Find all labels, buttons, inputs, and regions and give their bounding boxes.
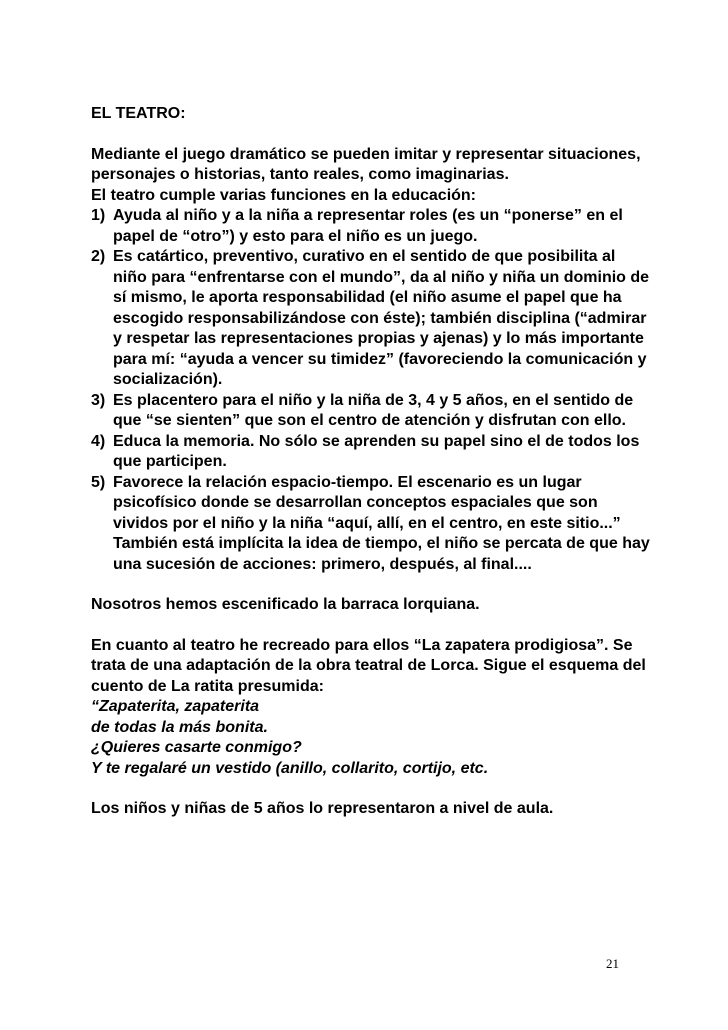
page-content xyxy=(91,104,651,820)
list-item xyxy=(91,206,651,247)
list-item-number: 5) xyxy=(91,473,106,491)
list-item-text: Favorece la relación espacio-tiempo. El escenario es un lugar psicofísico donde se desarrollan conceptos espaciales que son vividos por el niño y la niña “aquí, allí, en el centro, en este sitio...” También está implícita la idea de tiempo, el niño se percata de que hay una sucesión de acciones: primero, después, al final.... xyxy=(113,473,650,573)
poem-line: ¿Quieres casarte conmigo? xyxy=(91,739,302,756)
poem-line: Y te regalaré un vestido (anillo, collarito, cortijo, etc. xyxy=(91,759,489,777)
list-item-text: Ayuda al niño y a la niña a representar roles (es un “ponerse” en el papel de “otro”) y esto para el niño es un juego. xyxy=(113,207,623,245)
poem-block xyxy=(91,697,651,779)
functions-intro: El teatro cumple varias funciones en la educación: xyxy=(91,186,477,204)
list-item xyxy=(91,432,651,473)
page-number: 21 xyxy=(606,956,619,971)
list-item xyxy=(91,391,651,432)
poem-line: “Zapaterita, zapaterita xyxy=(91,698,260,715)
spacer xyxy=(91,779,651,799)
list-item-text: Es placentero para el niño y la niña de 3, 4 y 5 años, en el sentido de que “se sienten” que son el centro de atención y disfrutan con ello. xyxy=(113,391,634,429)
barraca-paragraph: Nosotros hemos escenificado la barraca lorquiana. xyxy=(91,596,480,613)
list-item-number: 1) xyxy=(91,207,106,224)
list-item xyxy=(91,473,651,576)
zapatera-paragraph: En cuanto al teatro he recreado para ellos “La zapatera prodigiosa”. Se trata de una adaptación de la obra teatral de Lorca. Sigue el esquema del cuento de La ratita presumida: xyxy=(91,636,646,695)
list-item-number: 4) xyxy=(91,432,106,450)
section-title: EL TEATRO: xyxy=(91,105,186,122)
spacer xyxy=(91,616,651,636)
functions-list xyxy=(91,206,651,575)
list-item-number: 3) xyxy=(91,391,106,409)
list-item-number: 2) xyxy=(91,248,106,265)
list-item-text: Es catártico, preventivo, curativo en el sentido de que posibilita al niño para “enfrentarse con el mundo”, da al niño y niña un dominio de sí mismo, le aporta responsabilidad (el niño asume el papel que ha escogido responsabilizándose con éste); también disciplina (“admirar y respetar las representaciones propias y ajenas) y lo más importante para mí: “ayuda a vencer su timidez” (favoreciendo la comunicación y socialización). xyxy=(113,248,650,388)
poem-line: de todas la más bonita. xyxy=(91,718,268,736)
closing-paragraph: Los niños y niñas de 5 años lo representaron a nivel de aula. xyxy=(91,800,554,817)
spacer xyxy=(91,575,651,595)
intro-paragraph: Mediante el juego dramático se pueden imitar y representar situaciones, personajes o historias, tanto reales, como imaginarias. xyxy=(91,145,641,183)
list-item xyxy=(91,247,651,391)
list-item-text: Educa la memoria. No sólo se aprenden su papel sino el de todos los que participen. xyxy=(113,432,640,470)
